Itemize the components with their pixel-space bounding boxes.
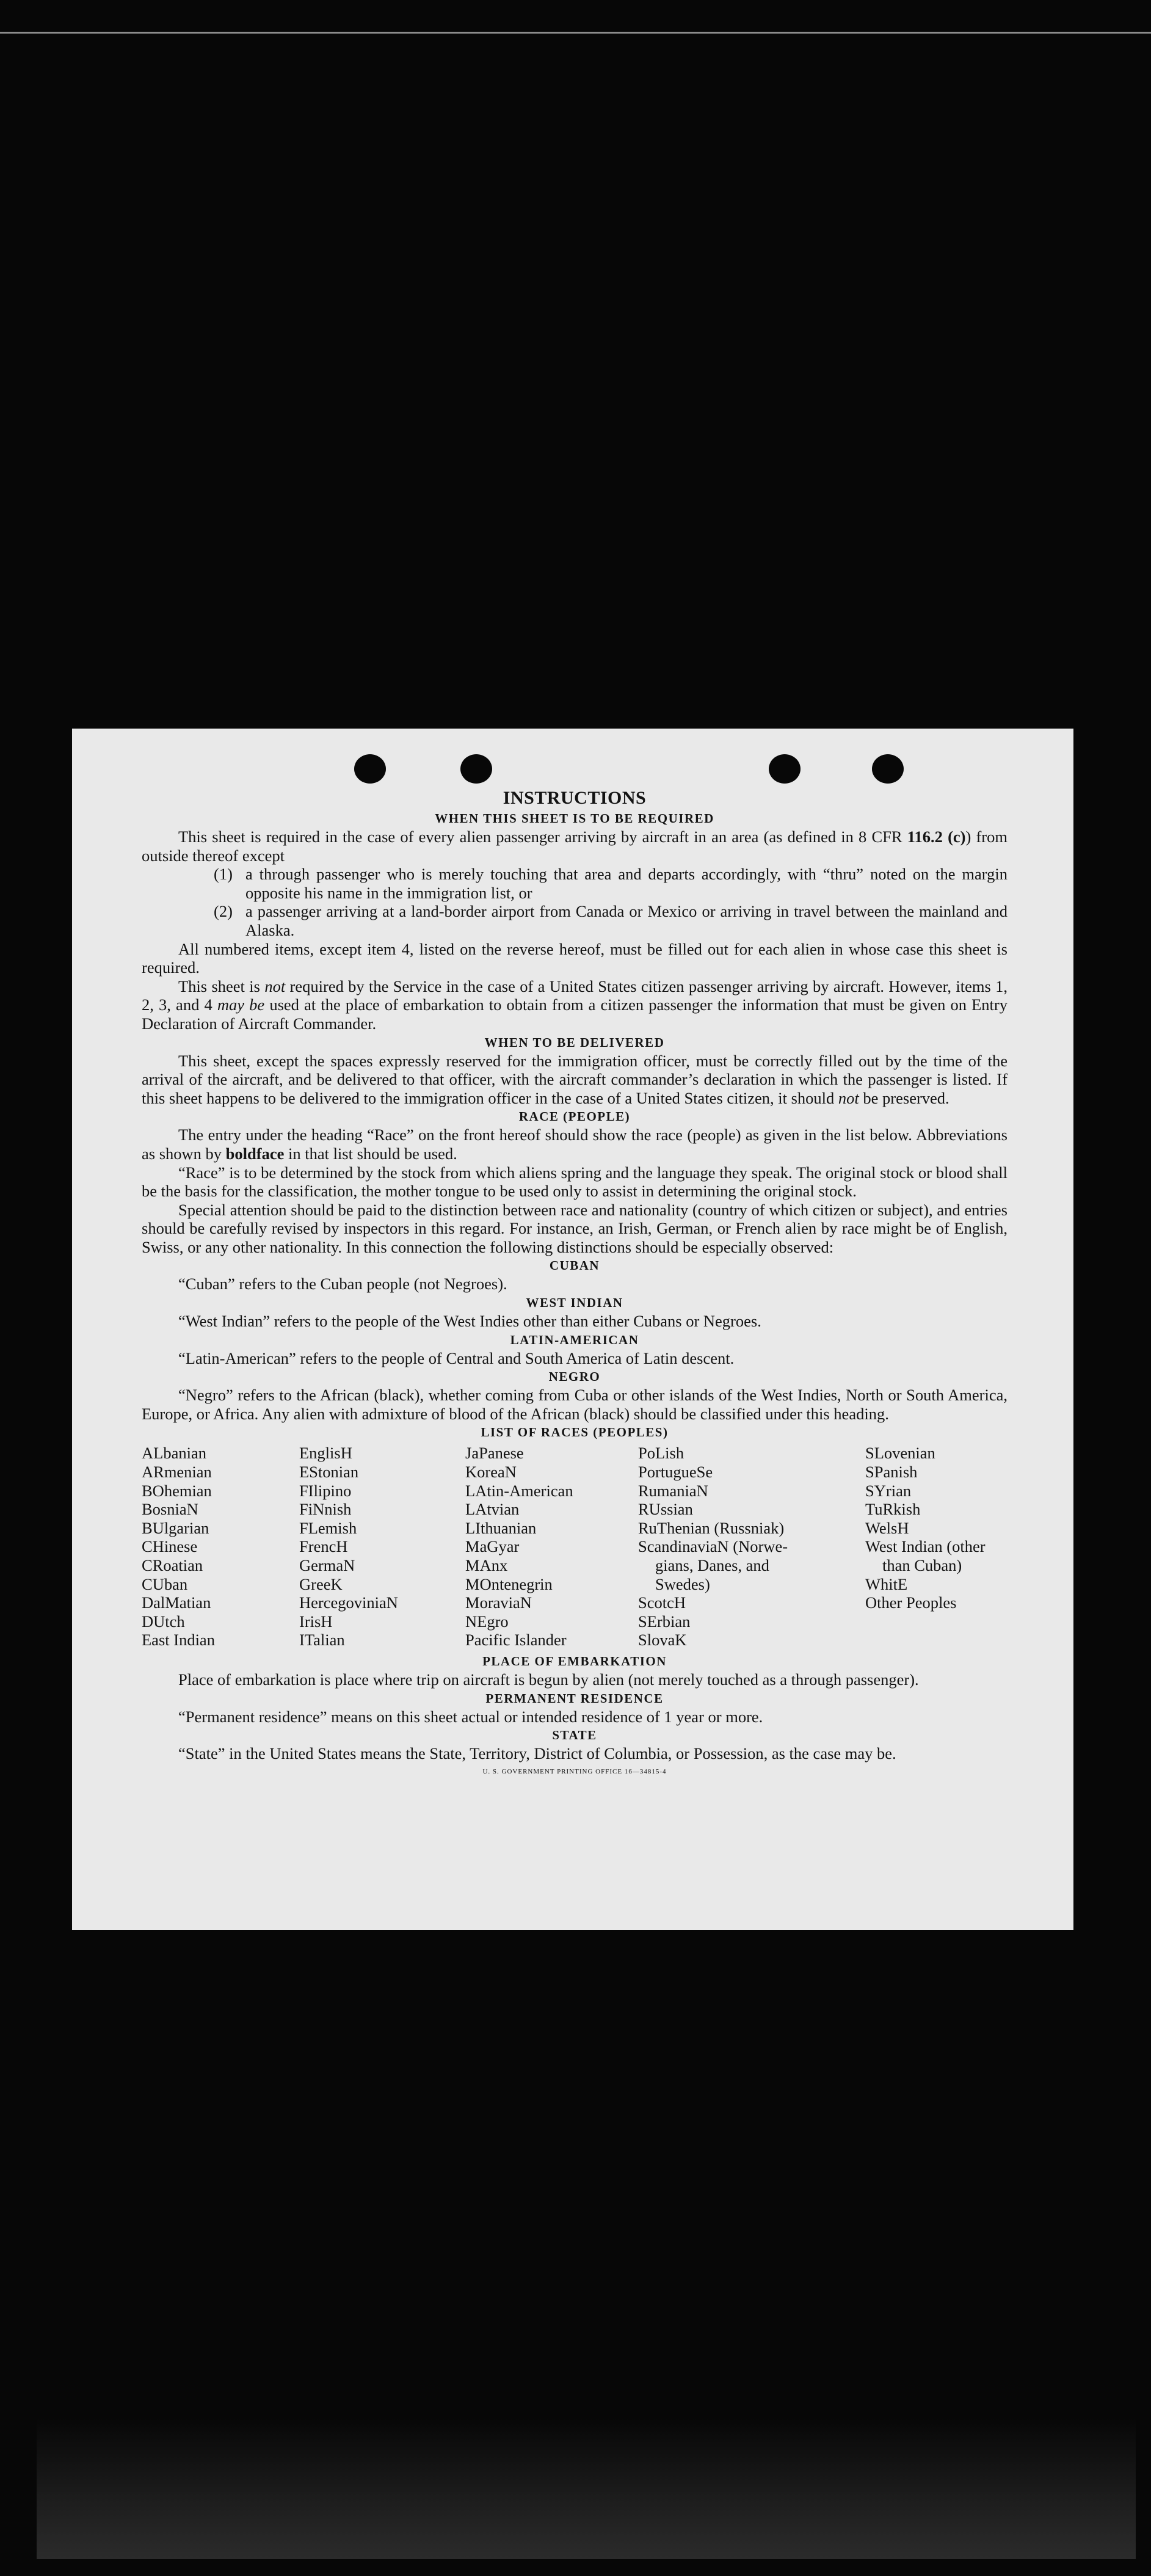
race-item: FLemish: [299, 1518, 357, 1537]
paragraph-when-required: This sheet is required in the case of every alien passenger arriving by aircraft in an area (as defined in 8 CFR 116.2 (c)) from outside thereof except: [142, 828, 1008, 865]
race-item: ScotcH: [638, 1593, 686, 1612]
punch-hole: [460, 754, 492, 784]
race-column-1: [142, 1444, 299, 1650]
race-item: WelsH: [865, 1518, 909, 1537]
race-item: BOhemian: [142, 1481, 212, 1500]
paragraph-citizen: This sheet is not required by the Service in the case of a United States citizen passenger arriving by aircraft. However, items 1, 2, 3, and 4 may be used at the place of embarkation to obtain from a citizen passenger the information that must be given on Entry Declaration of Aircraft Commander.: [142, 977, 1008, 1033]
paragraph-numbered-items: All numbered items, except item 4, listed on the reverse hereof, must be filled out for each alien in whose case this sheet is required.: [142, 939, 1008, 977]
paragraph-west-indian: “West Indian” refers to the people of the West Indies other than either Cubans or Negroes.: [178, 1312, 761, 1331]
race-item: GreeK: [299, 1574, 343, 1593]
race-item: FrencH: [299, 1537, 348, 1556]
race-item: gians, Danes, and: [655, 1556, 769, 1574]
race-column-2: [299, 1444, 465, 1650]
race-item: CHinese: [142, 1537, 198, 1556]
scanner-background-shadow: [37, 2418, 1136, 2559]
paragraph-embarkation: Place of embarkation is place where trip on aircraft is begun by alien (not merely touched as a through passenger).: [178, 1670, 919, 1689]
heading-race: RACE (PEOPLE): [518, 1109, 631, 1124]
exception-item-2: (2) a passenger arriving at a land-border airport from Canada or Mexico or arriving in travel between the mainland and Alaska.: [214, 902, 1008, 939]
race-column-4: [638, 1444, 865, 1650]
paragraph-race-3: Special attention should be paid to the distinction between race and nationality (country of which citizen or subject), and entries should be carefully revised by inspectors in this regard. For instance, an Irish, German, or French alien by race might be of English, Swiss, or any other nationality. In this connection the following distinctions should be especially observed:: [142, 1200, 1008, 1256]
heading-west-indian: WEST INDIAN: [526, 1295, 623, 1311]
race-item: PortugueSe: [638, 1463, 713, 1482]
race-item: RumaniaN: [638, 1481, 708, 1500]
paragraph-permanent-residence: “Permanent residence” means on this sheet actual or intended residence of 1 year or more.: [178, 1707, 763, 1726]
instruction-sheet: [72, 729, 1073, 1930]
race-item: GermaN: [299, 1556, 355, 1574]
race-item: MoraviaN: [465, 1593, 532, 1612]
race-item: ScandinaviaN (Norwe-: [638, 1537, 788, 1556]
race-item: FiNnish: [299, 1500, 352, 1519]
race-column-3: [465, 1444, 638, 1650]
race-item: West Indian (other: [865, 1537, 986, 1556]
race-item: PoLish: [638, 1444, 684, 1463]
heading-list-of-races: LIST OF RACES (PEOPLES): [481, 1425, 669, 1440]
race-item: Swedes): [655, 1574, 710, 1593]
punch-hole: [354, 754, 386, 784]
race-item: IrisH: [299, 1612, 333, 1631]
race-item: JaPanese: [465, 1444, 524, 1463]
race-item: EStonian: [299, 1463, 359, 1482]
race-item: FIlipino: [299, 1481, 352, 1500]
paragraph-latin-american: “Latin-American” refers to the people of Central and South America of Latin descent.: [178, 1348, 735, 1367]
punch-hole: [769, 754, 801, 784]
sheet-content: [142, 787, 1008, 1777]
exception-item-1: (1) a through passenger who is merely touching that area and departs accordingly, with “thru” noted on the margin opposite his name in the immigration list, or: [214, 865, 1008, 902]
race-item: BosniaN: [142, 1500, 198, 1519]
scanner-edge-line: [0, 32, 1151, 34]
paragraph-race-1: The entry under the heading “Race” on the front hereof should show the race (people) as given in the list below. Abbreviations as shown by boldface in that list should be used.: [142, 1126, 1008, 1163]
paragraph-when-delivered: This sheet, except the spaces expressly reserved for the immigration officer, must be correctly filled out by the time of the arrival of the aircraft, and be delivered to that officer, with the aircraft commander’s declaration in which the passenger is listed. If this sheet happens to be delivered to the immigration officer in the case of a United States citizen, it should not be preserved.: [142, 1051, 1008, 1107]
race-item: SLovenian: [865, 1444, 935, 1463]
race-item: WhitE: [865, 1574, 908, 1593]
race-item: East Indian: [142, 1631, 215, 1650]
race-item: LIthuanian: [465, 1518, 537, 1537]
race-item: RuThenian (Russniak): [638, 1518, 785, 1537]
paragraph-cuban: “Cuban” refers to the Cuban people (not Negroes).: [178, 1275, 507, 1293]
paragraph-state: “State” in the United States means the State, Territory, District of Columbia, or Possession, as the case may be.: [178, 1744, 896, 1763]
paragraph-race-2: “Race” is to be determined by the stock from which aliens spring and the language they speak. The original stock or blood shall be the basis for the classification, the mother tongue to be used only to assist in determining the original stock.: [142, 1163, 1008, 1201]
race-item: EnglisH: [299, 1444, 352, 1463]
heading-latin-american: LATIN-AMERICAN: [510, 1332, 639, 1347]
heading-state: STATE: [552, 1728, 597, 1743]
race-item: ALbanian: [142, 1444, 206, 1463]
page-title: INSTRUCTIONS: [503, 788, 647, 808]
paragraph-negro: “Negro” refers to the African (black), whether coming from Cuba or other islands of the West Indies, North or South America, Europe, or Africa. Any alien with admixture of blood of the African (black) should be classified under this heading.: [142, 1386, 1008, 1423]
race-item: CUban: [142, 1574, 188, 1593]
race-item: Pacific Islander: [465, 1631, 567, 1650]
race-item: TuRkish: [865, 1500, 921, 1519]
punch-hole: [872, 754, 904, 784]
race-item: SYrian: [865, 1481, 912, 1500]
race-item: BUlgarian: [142, 1518, 209, 1537]
race-column-5: [865, 1444, 1008, 1650]
race-item: ITalian: [299, 1631, 345, 1650]
race-item: DalMatian: [142, 1593, 211, 1612]
race-item: KoreaN: [465, 1463, 517, 1482]
race-item: Other Peoples: [865, 1593, 957, 1612]
race-item: than Cuban): [882, 1556, 962, 1574]
race-list: [142, 1444, 1008, 1650]
heading-permanent-residence: PERMANENT RESIDENCE: [485, 1690, 664, 1706]
race-item: MAnx: [465, 1556, 508, 1574]
heading-negro: NEGRO: [548, 1369, 601, 1384]
race-item: SlovaK: [638, 1631, 687, 1650]
race-item: SPanish: [865, 1463, 918, 1482]
heading-when-delivered: WHEN TO BE DELIVERED: [484, 1035, 665, 1050]
race-item: MaGyar: [465, 1537, 520, 1556]
race-item: CRoatian: [142, 1556, 203, 1574]
race-item: LAtin-American: [465, 1481, 573, 1500]
heading-when-required: WHEN THIS SHEET IS TO BE REQUIRED: [435, 811, 714, 826]
race-item: RUssian: [638, 1500, 693, 1519]
race-item: LAtvian: [465, 1500, 520, 1519]
race-item: MOntenegrin: [465, 1574, 553, 1593]
race-item: NEgro: [465, 1612, 509, 1631]
race-item: DUtch: [142, 1612, 185, 1631]
heading-embarkation: PLACE OF EMBARKATION: [482, 1653, 667, 1668]
race-item: SErbian: [638, 1612, 691, 1631]
race-item: HercegoviniaN: [299, 1593, 398, 1612]
printer-imprint: U. S. GOVERNMENT PRINTING OFFICE 16—34815-4: [482, 1767, 667, 1775]
race-item: ARmenian: [142, 1463, 212, 1482]
heading-cuban: CUBAN: [549, 1258, 600, 1273]
